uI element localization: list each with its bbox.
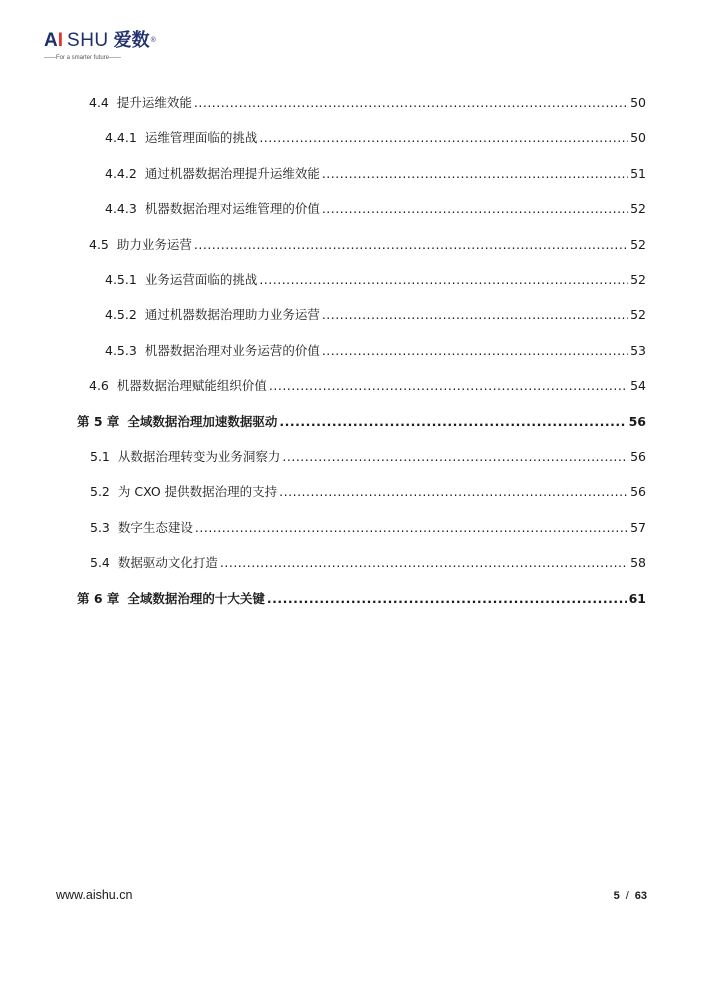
toc-entry[interactable]: [105, 270, 646, 290]
toc-entry-page: 54: [630, 378, 646, 393]
logo-chinese: 爱数: [113, 30, 150, 51]
toc-entry-title: 数字生态建设: [117, 520, 193, 535]
toc-entry[interactable]: [77, 589, 646, 609]
toc-entry-number: 5.1: [90, 449, 110, 464]
page-separator: /: [625, 890, 629, 902]
toc-entry-page: 57: [630, 520, 646, 535]
toc-entry-number: 4.5.2: [105, 307, 137, 322]
toc-entry-title: 全域数据治理的十大关键: [127, 591, 265, 606]
toc-entry-page: 50: [630, 95, 646, 110]
registered-mark: ®: [150, 37, 156, 44]
toc-entry-page: 50: [630, 130, 646, 145]
toc-entry[interactable]: [89, 376, 646, 396]
toc-entry-title: 运维管理面临的挑战: [144, 130, 258, 145]
toc-entry-title: 机器数据治理对业务运营的价值: [144, 343, 320, 358]
toc-leader-dots: [195, 518, 628, 538]
toc-entry-title: 通过机器数据治理提升运维效能: [144, 166, 320, 181]
toc-entry-title: 通过机器数据治理助力业务运营: [144, 307, 320, 322]
toc-entry-page: 52: [630, 307, 646, 322]
toc-entry-number: 第 6 章: [77, 591, 120, 606]
toc-entry-title: 数据驱动文化打造: [117, 555, 218, 570]
toc-entry-number: 5.2: [90, 484, 110, 499]
toc-entry[interactable]: [105, 164, 646, 184]
page-current: 5: [613, 890, 620, 902]
toc-entry[interactable]: [105, 128, 646, 148]
toc-leader-dots: [279, 482, 628, 502]
toc-entry[interactable]: [90, 553, 646, 573]
toc-entry[interactable]: [90, 447, 646, 467]
logo-shu: SHU: [67, 30, 109, 51]
toc-entry-number: 4.4.3: [105, 201, 137, 216]
toc-entry-title: 机器数据治理对运维管理的价值: [144, 201, 320, 216]
logo-wordmark: [44, 30, 156, 52]
footer-url[interactable]: www.aishu.cn: [56, 888, 133, 902]
aishu-logo: [44, 30, 194, 70]
toc-entry-page: 51: [630, 166, 646, 181]
page-total: 63: [634, 890, 647, 902]
toc-entry-title: 为 CXO 提供数据治理的支持: [117, 484, 278, 499]
toc-leader-dots: [322, 164, 628, 184]
toc-entry-title: 机器数据治理赋能组织价值: [116, 378, 267, 393]
toc-leader-dots: [279, 412, 626, 432]
toc-entry-number: 4.4.1: [105, 130, 137, 145]
toc-leader-dots: [259, 270, 628, 290]
toc-entry-title: 提升运维效能: [116, 95, 192, 110]
logo-ai-i: I: [57, 30, 64, 51]
toc-entry-title: 业务运营面临的挑战: [144, 272, 258, 287]
toc-entry-page: 61: [628, 591, 646, 606]
toc-entry[interactable]: [105, 199, 646, 219]
toc-entry-number: 4.5: [89, 237, 109, 252]
toc-entry-number: 5.3: [90, 520, 110, 535]
toc-entry-page: 52: [630, 272, 646, 287]
page-number: [614, 890, 647, 902]
toc-entry[interactable]: [89, 93, 646, 113]
toc-entry-page: 52: [630, 237, 646, 252]
toc-entry-number: 第 5 章: [77, 414, 120, 429]
toc-leader-dots: [220, 553, 628, 573]
toc-entry[interactable]: [89, 235, 646, 255]
toc-leader-dots: [269, 376, 628, 396]
toc-entry-number: 4.4: [89, 95, 109, 110]
toc-entry-title: 全域数据治理加速数据驱动: [127, 414, 278, 429]
toc-entry-page: 56: [630, 484, 646, 499]
toc-leader-dots: [322, 305, 628, 325]
toc-leader-dots: [322, 199, 628, 219]
toc-leader-dots: [322, 341, 628, 361]
logo-tagline: ——For a smarter future——: [44, 55, 122, 61]
toc-entry-title: 助力业务运营: [116, 237, 192, 252]
toc-entry[interactable]: [105, 305, 646, 325]
toc-leader-dots: [267, 589, 627, 609]
logo-ai-a: A: [44, 30, 58, 51]
toc-leader-dots: [194, 93, 628, 113]
toc-entry[interactable]: [90, 482, 646, 502]
toc-entry-page: 56: [628, 414, 646, 429]
toc-entry-page: 56: [630, 449, 646, 464]
toc-entry[interactable]: [90, 518, 646, 538]
toc-leader-dots: [259, 128, 628, 148]
toc-leader-dots: [194, 235, 628, 255]
logo-ai: [44, 30, 63, 51]
toc-entry[interactable]: [105, 341, 646, 361]
toc-entry-number: 4.4.2: [105, 166, 137, 181]
toc-entry-page: 53: [630, 343, 646, 358]
toc-entry-number: 4.5.3: [105, 343, 137, 358]
toc-entry-number: 4.5.1: [105, 272, 137, 287]
toc-entry-page: 52: [630, 201, 646, 216]
tagline-text: For a smarter future: [56, 55, 110, 61]
toc-entry-number: 5.4: [90, 555, 110, 570]
toc-entry[interactable]: [77, 412, 646, 432]
toc-leader-dots: [282, 447, 628, 467]
toc-entry-page: 58: [630, 555, 646, 570]
toc-entry-number: 4.6: [89, 378, 109, 393]
toc-entry-title: 从数据治理转变为业务洞察力: [117, 449, 281, 464]
